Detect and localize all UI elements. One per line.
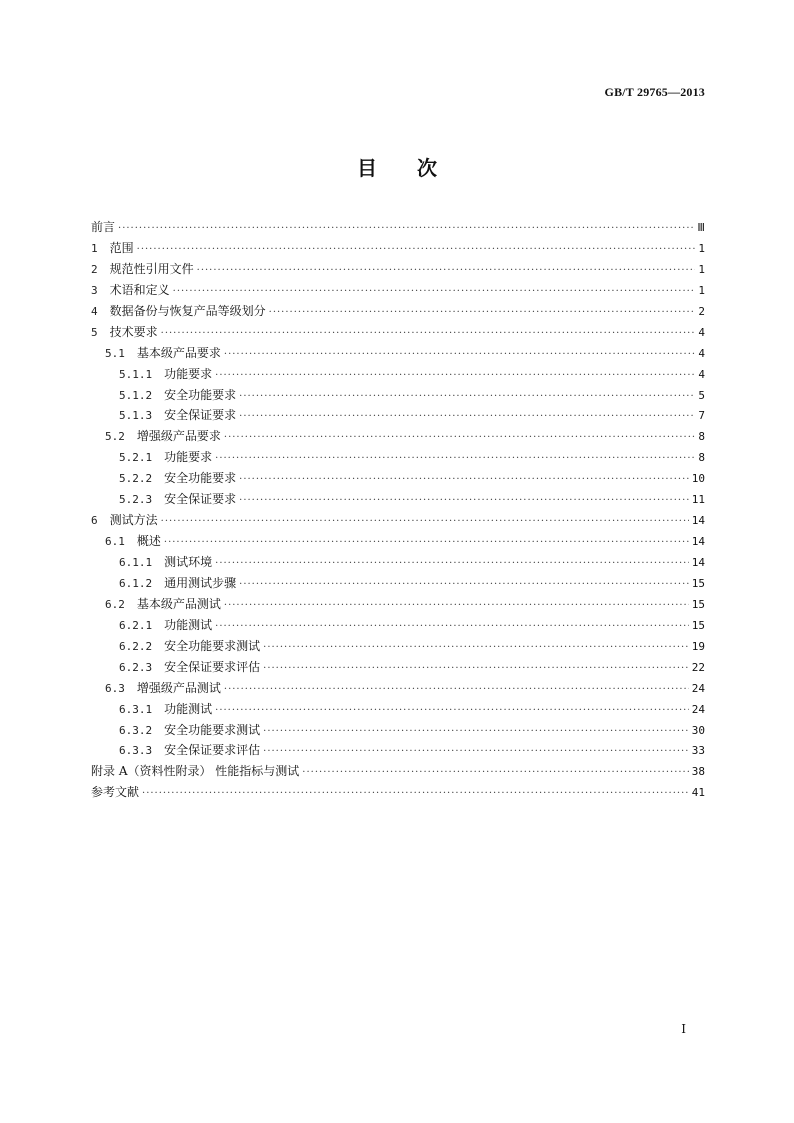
title-char-2: 次 <box>417 156 437 180</box>
toc-entry[interactable] <box>91 637 705 658</box>
toc-entry-label <box>91 323 158 340</box>
toc-entry-title: 测试环境 <box>164 555 213 569</box>
toc-entry-page: 8 <box>698 451 705 465</box>
toc-entry-title: 增强级产品测试 <box>136 680 221 695</box>
toc-entry-label <box>119 637 260 654</box>
toc-entry[interactable] <box>91 658 705 679</box>
toc-leader-dots <box>215 370 695 381</box>
toc-entry-label <box>105 679 221 696</box>
toc-entry[interactable] <box>91 741 705 762</box>
toc-entry-page: 2 <box>698 304 705 318</box>
toc-entry[interactable] <box>91 427 705 448</box>
toc-entry-number: 1 <box>91 241 98 255</box>
toc-leader-dots <box>224 600 689 611</box>
toc-leader-dots <box>239 474 689 485</box>
toc-entry-label <box>105 532 161 549</box>
toc-entry-number: 5 <box>91 325 98 339</box>
standard-code: GB/T 29765—2013 <box>604 85 705 99</box>
toc-leader-dots <box>161 516 689 527</box>
toc-leader-dots <box>215 558 689 569</box>
toc-entry[interactable] <box>91 239 705 260</box>
toc-entry-number: 6.1.2 <box>119 576 153 590</box>
toc-entry[interactable] <box>91 218 705 239</box>
toc-entry-title: 测试方法 <box>109 513 158 528</box>
page-title <box>0 152 794 181</box>
toc-entry-label <box>119 553 212 570</box>
toc-entry-page: 4 <box>698 367 705 381</box>
toc-entry-title: 附录 A（资料性附录） 性能指标与测试 <box>91 764 300 779</box>
toc-entry-number: 5.2.2 <box>119 472 153 486</box>
toc-entry[interactable] <box>91 406 705 427</box>
toc-entry-label <box>91 260 194 277</box>
page-number: I <box>681 1022 686 1036</box>
toc-entry-number: 5.2.3 <box>119 493 153 507</box>
toc-leader-dots <box>269 307 696 318</box>
toc-entry-page: 30 <box>691 723 705 737</box>
toc-entry[interactable] <box>91 302 705 323</box>
toc-entry-title: 前言 <box>91 220 116 234</box>
toc-entry-number: 5.2 <box>105 430 125 444</box>
toc-entry-page: 8 <box>698 430 705 444</box>
toc-leader-dots <box>239 495 689 506</box>
toc-entry-page: 10 <box>691 472 705 486</box>
toc-entry[interactable] <box>91 365 705 386</box>
toc-entry-page: 7 <box>698 409 705 423</box>
toc-entry-page: 22 <box>691 660 705 674</box>
toc-entry-title: 术语和定义 <box>109 282 170 297</box>
toc-entry-number: 5.2.1 <box>119 451 153 465</box>
toc-entry-label <box>91 239 134 256</box>
toc-entry-page: 33 <box>691 744 705 758</box>
toc-entry-number: 6.2.2 <box>119 639 153 653</box>
toc-entry-page: 14 <box>691 514 705 528</box>
toc-entry-number: 6.1.1 <box>119 556 153 569</box>
toc-entry-label <box>105 595 221 612</box>
toc-entry-label <box>105 344 221 361</box>
toc-entry-title: 安全保证要求评估 <box>164 659 261 674</box>
toc-entry[interactable] <box>91 574 705 595</box>
toc-leader-dots <box>224 349 695 360</box>
toc-entry-label <box>119 490 236 507</box>
toc-leader-dots <box>215 621 689 632</box>
toc-entry-number: 5.1 <box>105 346 125 360</box>
toc-entry-title: 范围 <box>109 240 134 255</box>
toc-entry[interactable] <box>91 762 705 783</box>
toc-entry-page: Ⅲ <box>697 221 705 234</box>
toc-leader-dots <box>263 642 689 653</box>
toc-entry-page: 1 <box>698 283 705 297</box>
toc-leader-dots <box>302 767 688 778</box>
toc-leader-dots <box>263 663 689 674</box>
toc-entry-label <box>91 218 115 235</box>
toc-entry-title: 安全功能要求 <box>164 387 237 402</box>
toc-entry-label <box>105 427 221 444</box>
toc-entry-title: 安全保证要求 <box>164 408 237 423</box>
toc-entry[interactable] <box>91 511 705 532</box>
toc-entry-page: 15 <box>691 576 705 590</box>
toc-entry-number: 6.3.2 <box>119 723 153 737</box>
toc-entry-number: 3 <box>91 283 98 297</box>
toc-entry-label <box>119 721 260 738</box>
toc-entry-title: 数据备份与恢复产品等级划分 <box>109 303 266 318</box>
toc-entry-title: 概述 <box>136 534 161 549</box>
toc-entry-page: 1 <box>698 241 705 255</box>
toc-entry-page: 14 <box>691 535 705 549</box>
toc-entry-number: 5.1.2 <box>119 388 153 402</box>
toc-entry-number: 2 <box>91 262 98 276</box>
toc-leader-dots <box>164 537 689 548</box>
toc-entry-number: 6.2.1 <box>119 618 153 632</box>
table-of-contents <box>91 218 705 804</box>
toc-entry[interactable] <box>91 595 705 616</box>
toc-entry-label <box>119 406 236 423</box>
toc-entry[interactable] <box>91 553 705 574</box>
toc-entry-label <box>119 448 212 465</box>
toc-entry-label <box>119 616 212 633</box>
toc-leader-dots <box>239 411 695 422</box>
toc-entry-label <box>119 574 236 591</box>
toc-entry-page: 14 <box>691 556 705 569</box>
toc-entry-label <box>119 658 260 675</box>
toc-entry[interactable] <box>91 679 705 700</box>
toc-entry-title: 安全功能要求测试 <box>164 722 261 737</box>
toc-entry-label <box>91 302 266 319</box>
toc-entry-label <box>119 741 260 758</box>
toc-entry-page: 24 <box>691 702 705 716</box>
toc-entry-page: 11 <box>691 493 705 507</box>
toc-leader-dots <box>173 286 696 297</box>
toc-entry-number: 6.2.3 <box>119 660 153 674</box>
toc-entry[interactable] <box>91 281 705 302</box>
toc-entry[interactable] <box>91 323 705 344</box>
toc-leader-dots <box>239 579 689 590</box>
toc-entry[interactable] <box>91 783 705 804</box>
toc-entry-number: 5.1.1 <box>119 367 153 381</box>
toc-entry[interactable] <box>91 469 705 490</box>
toc-entry-page: 4 <box>698 346 705 360</box>
toc-entry-title: 技术要求 <box>109 324 158 339</box>
title-char-1: 目 <box>357 156 377 180</box>
toc-entry[interactable] <box>91 386 705 407</box>
toc-leader-dots <box>137 244 696 255</box>
toc-leader-dots <box>215 453 695 464</box>
toc-leader-dots <box>263 746 689 757</box>
toc-entry-page: 38 <box>691 765 705 779</box>
toc-entry-label <box>119 365 212 382</box>
toc-leader-dots <box>224 684 689 695</box>
toc-entry-title: 功能测试 <box>164 617 213 632</box>
toc-entry-number: 6.3 <box>105 681 125 695</box>
toc-entry-label <box>119 386 236 403</box>
toc-entry-label <box>91 281 170 298</box>
toc-leader-dots <box>142 788 689 799</box>
toc-entry[interactable] <box>91 344 705 365</box>
toc-leader-dots <box>215 705 689 716</box>
toc-entry-label <box>91 762 299 779</box>
toc-entry-page: 19 <box>691 639 705 653</box>
toc-entry-title: 增强级产品要求 <box>136 429 221 444</box>
toc-entry-title: 功能要求 <box>164 366 213 381</box>
toc-entry-title: 基本级产品测试 <box>136 596 221 611</box>
toc-entry-title: 安全保证要求 <box>164 492 237 507</box>
toc-entry[interactable] <box>91 260 705 281</box>
toc-entry-number: 6 <box>91 514 98 528</box>
toc-entry-label <box>119 700 212 717</box>
toc-entry[interactable] <box>91 448 705 469</box>
toc-entry-page: 1 <box>698 262 705 276</box>
toc-entry-page: 24 <box>691 681 705 695</box>
toc-leader-dots <box>263 726 689 737</box>
toc-entry-title: 安全功能要求 <box>164 471 237 486</box>
toc-entry-page: 5 <box>698 388 705 402</box>
toc-entry-title: 基本级产品要求 <box>136 345 221 360</box>
toc-entry-title: 功能要求 <box>164 450 213 465</box>
toc-entry-label <box>91 511 158 528</box>
toc-entry-page: 4 <box>698 325 705 339</box>
toc-entry-title: 规范性引用文件 <box>109 261 194 276</box>
toc-leader-dots <box>224 432 695 443</box>
toc-entry[interactable] <box>91 532 705 553</box>
toc-entry-title: 安全功能要求测试 <box>164 638 261 653</box>
toc-entry-page: 41 <box>691 786 705 800</box>
toc-entry-number: 6.3.1 <box>119 702 153 716</box>
toc-entry[interactable] <box>91 490 705 511</box>
toc-entry-title: 通用测试步骤 <box>164 575 237 590</box>
toc-entry-number: 5.1.3 <box>119 409 153 423</box>
toc-entry-title: 参考文献 <box>91 785 140 800</box>
toc-entry-label <box>91 783 139 800</box>
toc-entry[interactable] <box>91 721 705 742</box>
toc-entry[interactable] <box>91 700 705 721</box>
toc-entry-number: 6.2 <box>105 597 125 611</box>
toc-entry[interactable] <box>91 616 705 637</box>
toc-leader-dots <box>161 328 696 339</box>
toc-entry-page: 15 <box>691 597 705 611</box>
toc-entry-page: 15 <box>691 618 705 632</box>
toc-leader-dots <box>239 391 695 402</box>
toc-leader-dots <box>118 223 694 234</box>
toc-entry-title: 安全保证要求评估 <box>164 743 261 758</box>
toc-entry-title: 功能测试 <box>164 701 213 716</box>
toc-entry-label <box>119 469 236 486</box>
toc-entry-number: 6.1 <box>105 535 125 549</box>
toc-leader-dots <box>197 265 696 276</box>
toc-entry-number: 6.3.3 <box>119 744 153 758</box>
toc-entry-number: 4 <box>91 304 98 318</box>
